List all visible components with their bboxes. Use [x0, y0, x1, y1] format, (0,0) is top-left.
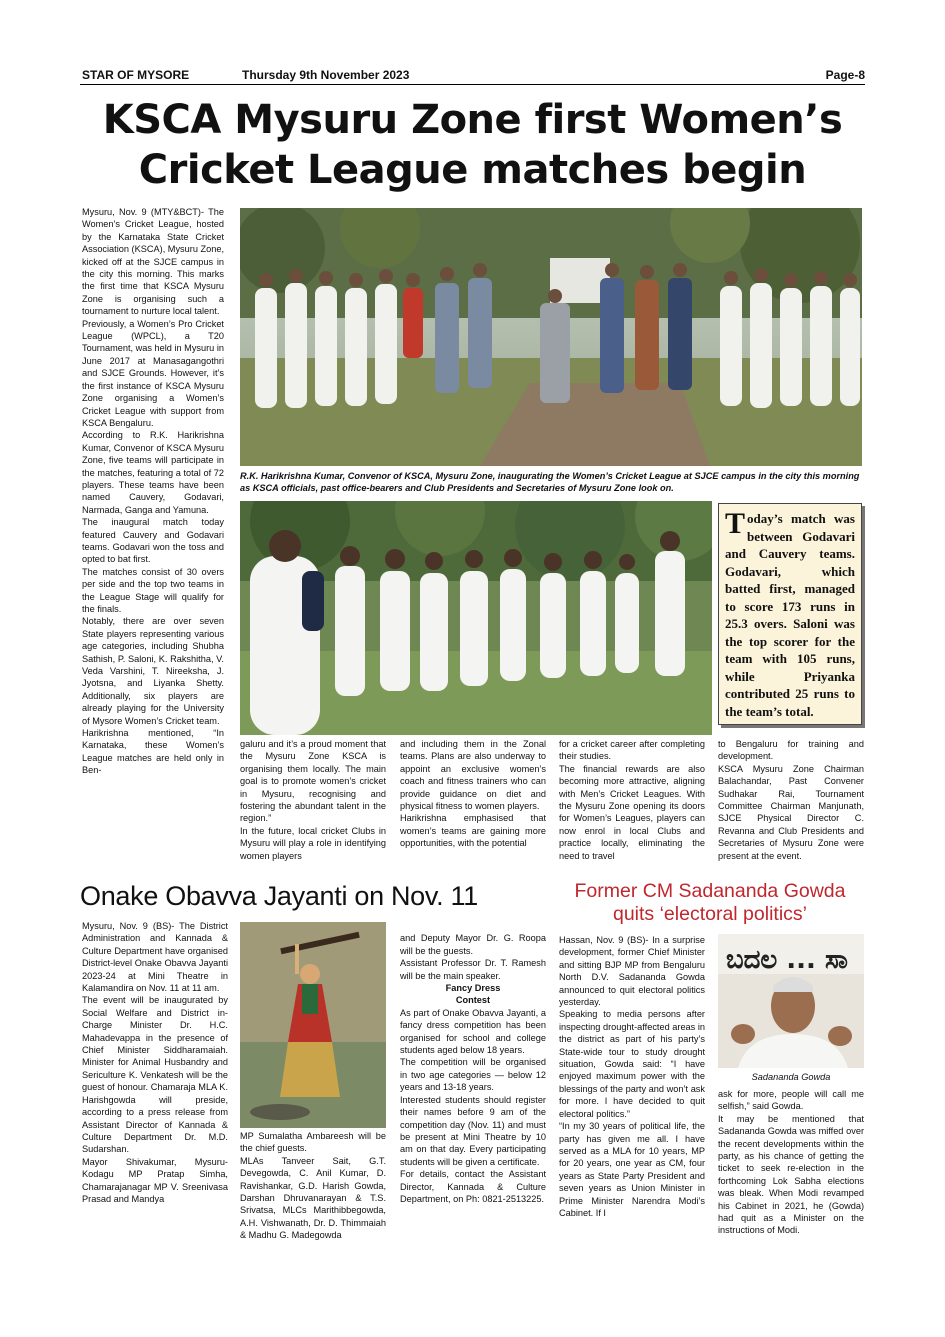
obavva-painting-art	[240, 922, 386, 1128]
main-story-col4: for a cricket career after completing their studies. The financial rewards are also becoming more attractive, aligning with Men’s Cricket Leagues. With the Mysuru Zone opening its doors for Women’s Leagues, players can now enrol in local Clubs and practice locally, eliminating the need to travel	[559, 739, 705, 861]
issue-date: Thursday 9th November 2023	[242, 68, 410, 82]
gowda-col2: ask for more, people will call me selfish,” said Gowda. It may be mentioned that Sadananda Gowda was miffed over the recent developments within the party, as his chance of getting the ticket to seek re-election in the forthcoming Lok Sabha elections was bleak. When Modi revamped his Cabinet in 2021, he (Gowda) had quit as a Minister on the instructions of Modi.	[718, 1089, 864, 1236]
main-story-col5: to Bengaluru for training and development. KSCA Mysuru Zone Chairman Balachandar, Past Convener Sudhakar Rai, Tournament Committee Chairman Manjunath, SJCE Physical Director C. Revanna and Club Presidents and Secretaries of Mysuru Zone were present at the event.	[718, 739, 864, 861]
gowda-headline-line2: quits ‘electoral politics’	[612, 903, 807, 925]
top-photo-caption: R.K. Harikrishna Kumar, Convenor of KSCA, Mysuru Zone, inaugurating the Women’s Cricket League at SJCE campus in the city this morning as KSCA officials, past office-bearers and Club Presidents and Secretaries of Mysuru Zone look on.	[240, 471, 860, 493]
fancy-dress-subhead-1: Fancy Dress	[445, 983, 501, 994]
match-summary-text: oday’s match was between Godavari and Cauvery teams. Godavari, which batted first, managed to score 173 runs in 25.3 overs. Saloni was the top scorer for the team with 105 runs, while Priyanka contributed 25 runs to the team’s total.	[725, 511, 855, 719]
fancy-dress-subhead-2: Contest	[455, 995, 491, 1006]
main-story-col1: Mysuru, Nov. 9 (MTY&BCT)- The Women’s Cricket League, hosted by the Karnataka State Cricket Association (KSCA), Mysuru Zone, kicked off at the SJCE campus in the city this morning. This marks the first time that KSCA Mysuru Zone is organising such a tournament to nurture local talent. Previously, a Women’s Pro Cricket League (WPCL), a T20 Tournament, was held in Mysuru in June 2017 at Manasagangothri and SJCE Grounds. However, it’s the first instance of KSCA Mysuru Zone organising a Women’s Cricket League with support from KSCA Bengaluru. According to R.K. Harikrishna Kumar, Convenor of KSCA Mysuru Zone, five teams will participate in the matches, featuring a total of 72 players. These teams have been named Cauvery, Godavari, Narmada, Ganga and Yamuna. The inaugural match today featured Cauvery and Godavari teams. Godavari won the toss and opted to bat first. The matches consist of 30 overs per side and the top two teams in the League Stage will qualify for the finals. Notably, there are over seven State players representing various age categories, including Shubha Sathish, P. Saloni, K. Rakshitha, V. Veda Varshini, T. Nireeksha, J. Jyotsna, and Liyanka Shetty. Additionally, six players are already playing for the University of Mysore Women’s Cricket team. Harikrishna mentioned, “In Karnataka, these Women’s League matches are held only in Ben-	[82, 207, 224, 776]
inauguration-photo-art	[240, 208, 862, 466]
obavva-col3b: As part of Onake Obavva Jayanti, a fancy dress competition has been organised for school and college students aged below 18 years. The competition will be organised in two age categories — below 12 years and 13-18 years. Interested students should register their names before 9 am of the competition day (Nov. 11) and must be present at Mini Theatre by 10 am on that day. Every participating students will be given a certificate. For details, contact the Assistant Director, Kannada & Culture Department, on Ph: 0821-2513225.	[400, 1007, 546, 1204]
page-number: Page-8	[825, 68, 865, 82]
gowda-photo-caption: Sadananda Gowda	[751, 1072, 831, 1082]
gowda-photo-sign: ಬದಲ ... ಸಾ	[726, 945, 848, 975]
gowda-headline-line1: Former CM Sadananda Gowda	[574, 880, 846, 902]
obavva-col1: Mysuru, Nov. 9 (BS)- The District Administration and Kannada & Culture Department have organised District-level Onake Obavva Jayanti 2023-24 at Mini Theatre in Kalamandira on Nov. 11 at 11 am. The event will be inaugurated by Social Welfare and District in-Charge Minister Dr. H.C. Mahadevappa in the presence of Chief Minister Siddharamaiah. Minister for Animal Husbandry and Sericulture K. Venkatesh will be the guest of honour. Chamaraja MLA K. Harishgowda will preside, according to a press release from Assistant Director of Kannada & Culture Department Dr. M.D. Sudarshan. Mayor Shivakumar, Mysuru-Kodagu MP Pratap Simha, Chamarajanagar MP V. Sreenivasa Prasad and Mandya	[82, 921, 228, 1204]
obavva-headline: Onake Obavva Jayanti on Nov. 11	[80, 881, 478, 911]
gowda-photo	[718, 934, 864, 1068]
obavva-col3	[400, 920, 546, 1260]
gowda-headline	[555, 880, 865, 926]
obavva-col3a: and Deputy Mayor Dr. G. Roopa will be the guests. Assistant Professor Dr. T. Ramesh will be the main speaker.	[400, 933, 546, 981]
players-photo	[240, 501, 712, 735]
inauguration-photo	[240, 208, 862, 466]
main-headline-line1: KSCA Mysuru Zone first Women’s	[102, 97, 843, 143]
gowda-col1: Hassan, Nov. 9 (BS)- In a surprise development, former Chief Minister and sitting BJP MP from Bengaluru North D.V. Sadananda Gowda announced to quit electoral politics yesterday. Speaking to media persons after inspecting drought-affected areas in the district as part of his party’s State-wide tour to study drought situation, Gowda said: “I have enjoyed maximum power with the blessings of the party and won’t ask for more. I have decided to quit electoral politics.” “In my 30 years of political life, the party has given me all. I have served as a MLA for 10 years, MP for 20 years, one year as CM, four years as State Party President and seven years as Union Minister in Prime Minister Narendra Modi’s Cabinet. If I	[559, 935, 705, 1218]
paper-name: STAR OF MYSORE	[82, 68, 190, 82]
match-summary-box	[718, 503, 862, 725]
gowda-photo-art	[718, 934, 864, 1068]
players-photo-art	[240, 501, 712, 735]
match-summary-dropcap: T	[725, 507, 746, 540]
obavva-col2: MP Sumalatha Ambareesh will be the chief guests. MLAs Tanveer Sait, G.T. Devegowda, C. Anil Kumar, D. Ravishankar, G.D. Harish Gowda, Darshan Dhruvanarayan & T.S. Srivatsa, MLCs Marithibbegowda, A.H. Vishwanath, Dr. D. Thimmaiah & Madhu G. Madegowda	[240, 1131, 386, 1241]
main-story-col2: galuru and it’s a proud moment that the Mysuru Zone KSCA is organising them locally. The main goal is to promote women’s cricket in Mysuru, recognising and fostering the abundant talent in the region.” In the future, local cricket Clubs in Mysuru will play a role in identifying women players	[240, 739, 386, 861]
header-rule	[80, 84, 865, 85]
main-story-col3: and including them in the Zonal teams. Plans are also underway to appoint an exclusive women’s coach and fitness trainers who can provide guidance on diet and physical fitness to women players. Harikrishna emphasised that women’s teams are gaining more opportunities, with the potential	[400, 739, 546, 849]
obavva-painting	[240, 922, 386, 1128]
main-headline	[80, 95, 865, 195]
main-headline-line2: Cricket League matches begin	[138, 147, 807, 193]
